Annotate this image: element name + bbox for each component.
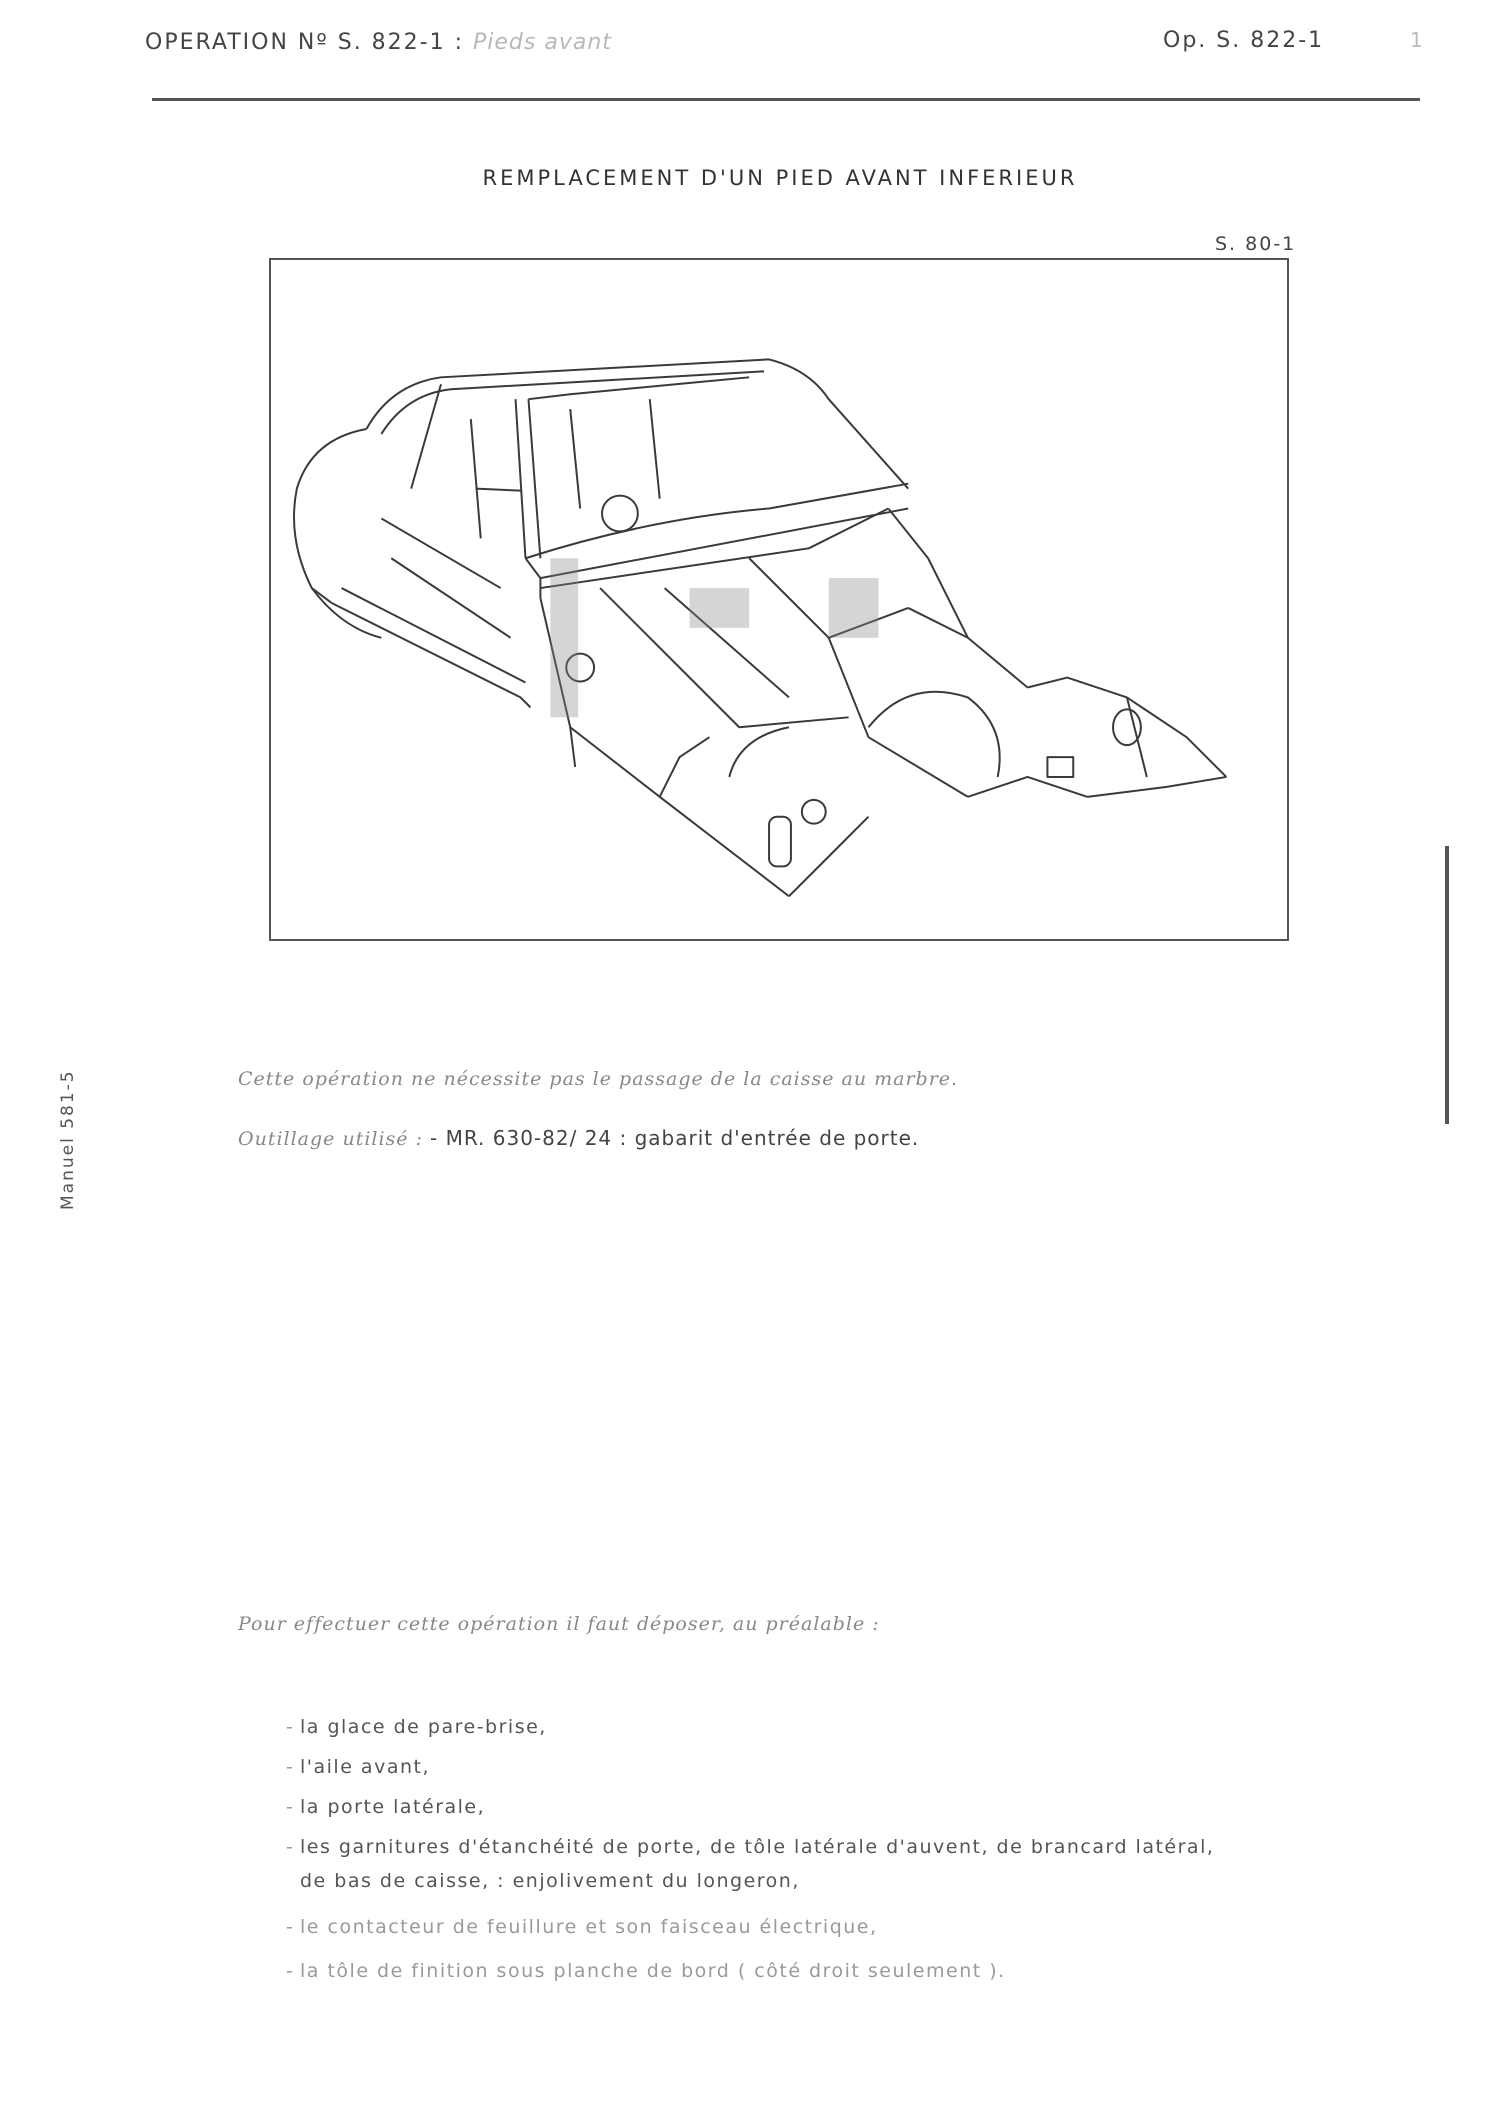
tools-value: - MR. 630-82/ 24 : gabarit d'entrée de porte.: [430, 1126, 920, 1150]
list-item: [286, 1716, 547, 1738]
marble-note: Cette opération ne nécessite pas le passage de la caisse au marbre.: [238, 1068, 959, 1090]
margin-bar: [1445, 846, 1449, 1124]
list-item: [286, 1756, 430, 1778]
manual-reference: Manuel 581-5: [58, 1069, 78, 1210]
list-item-text: l'aile avant,: [300, 1756, 430, 1778]
operation-subtitle: Pieds avant: [473, 30, 612, 55]
operation-header: [145, 30, 612, 55]
header-rule: [152, 98, 1420, 101]
list-item: [286, 1796, 486, 1818]
car-body-drawing: [271, 260, 1287, 939]
list-item: [286, 1836, 1215, 1858]
list-item-text: la glace de pare-brise,: [300, 1716, 547, 1738]
figure-reference: S. 80-1: [1215, 233, 1297, 255]
list-item-text: la tôle de finition sous planche de bord ( côté droit seulement ).: [300, 1960, 1006, 1982]
bullet-dash: -: [286, 1836, 295, 1858]
prerequisites-intro: Pour effectuer cette opération il faut déposer, au préalable :: [238, 1613, 880, 1635]
operation-number: OPERATION Nº S. 822-1 :: [145, 30, 465, 55]
bullet-dash: -: [286, 1960, 295, 1982]
car-body-illustration: [269, 258, 1289, 941]
bullet-dash: -: [286, 1916, 295, 1938]
list-item-text: les garnitures d'étanchéité de porte, de tôle latérale d'auvent, de brancard latéral,: [300, 1836, 1215, 1858]
page-title: REMPLACEMENT D'UN PIED AVANT INFERIEUR: [482, 166, 1078, 190]
tools-label: Outillage utilisé :: [238, 1128, 431, 1150]
list-item-continuation: [300, 1870, 800, 1892]
bullet-dash: -: [286, 1796, 295, 1818]
list-item: [286, 1960, 1006, 1982]
bullet-dash: -: [286, 1716, 295, 1738]
list-item: [286, 1916, 878, 1938]
tools-line: [238, 1126, 919, 1150]
operation-code: Op. S. 822-1: [1163, 28, 1325, 53]
page-number: 1: [1410, 28, 1423, 52]
bullet-dash: -: [286, 1756, 295, 1778]
list-item-text: de bas de caisse, : enjolivement du longeron,: [300, 1870, 800, 1892]
list-item-text: le contacteur de feuillure et son faisceau électrique,: [300, 1916, 878, 1938]
list-item-text: la porte latérale,: [300, 1796, 486, 1818]
